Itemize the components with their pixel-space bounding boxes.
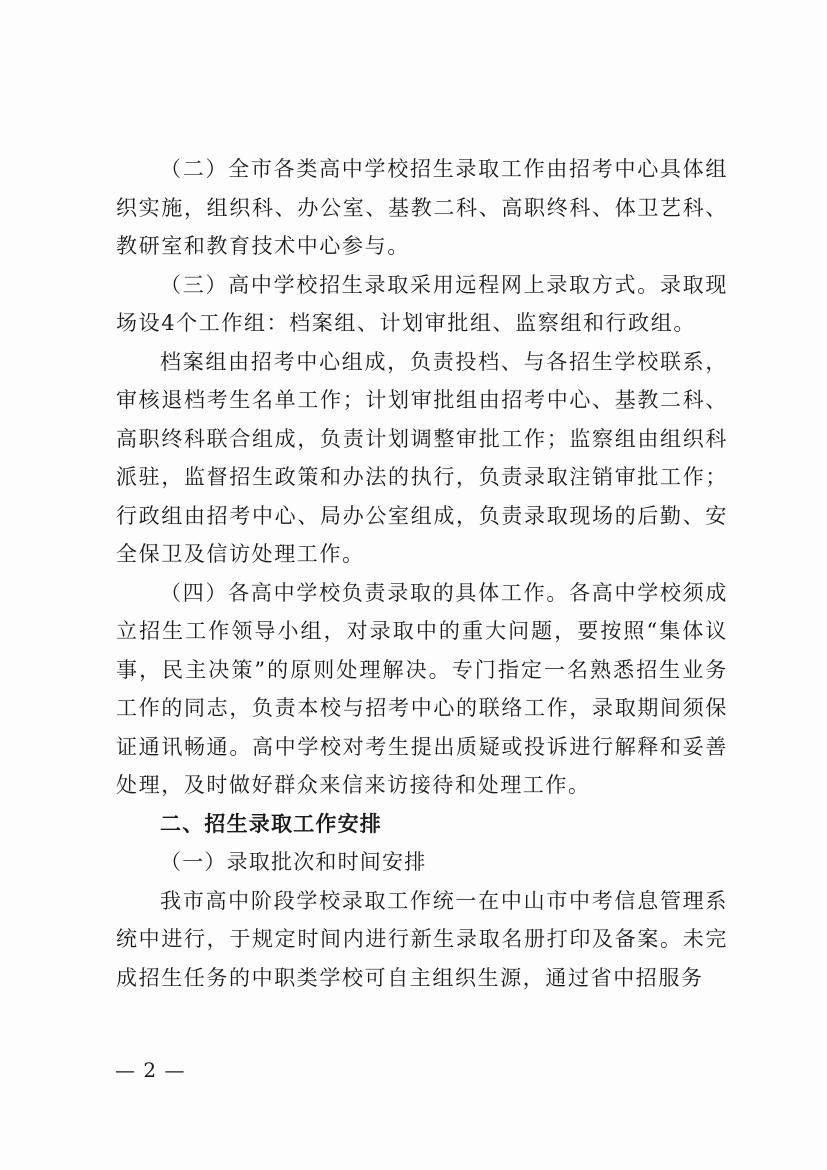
page-number: — 2 — (115, 1058, 186, 1082)
subsection-heading-batches: （一）录取批次和时间安排 (160, 850, 427, 874)
section-heading-arrangements: 二、招生录取工作安排 (160, 811, 382, 836)
paragraph-school-responsibilities: （四）各高中学校负责录取的具体工作。各高中学校须成立招生工作领导小组，对录取中的重大问题，要按照“集体议事，民主决策”的原则处理解决。专门指定一名熟悉招生业务工作的同志，负责本校与招考中心的联络工作，录取期间须保证通讯畅通。高中学校对考生提出质疑或投诉进行解释和妥善处理，及时做好群众来信来访接待和处理工作。 (116, 580, 728, 797)
paragraph-online-admission: （三）高中学校招生录取采用远程网上录取方式。录取现场设4个工作组：档案组、计划审批组、监察组和行政组。 (116, 272, 728, 335)
paragraph-working-groups: 档案组由招考中心组成，负责投档、与各招生学校联系，审核退档考生名单工作；计划审批组由招考中心、基教二科、高职终科联合组成，负责计划调整审批工作；监察组由组织科派驻，监督招生政策和办法的执行，负责录取注销审批工作；行政组由招考中心、局办公室组成，负责录取现场的后勤、安全保卫及信访处理工作。 (116, 349, 728, 566)
paragraph-admission-system: 我市高中阶段学校录取工作统一在中山市中考信息管理系统中进行，于规定时间内进行新生录取名册打印及备案。未完成招生任务的中职类学校可自主组织生源，通过省中招服务 (116, 888, 728, 990)
paragraph-admission-organization: （二）全市各类高中学校招生录取工作由招考中心具体组织实施，组织科、办公室、基教二科、高职终科、体卫艺科、教研室和教育技术中心参与。 (116, 157, 728, 258)
document-body (116, 150, 728, 997)
